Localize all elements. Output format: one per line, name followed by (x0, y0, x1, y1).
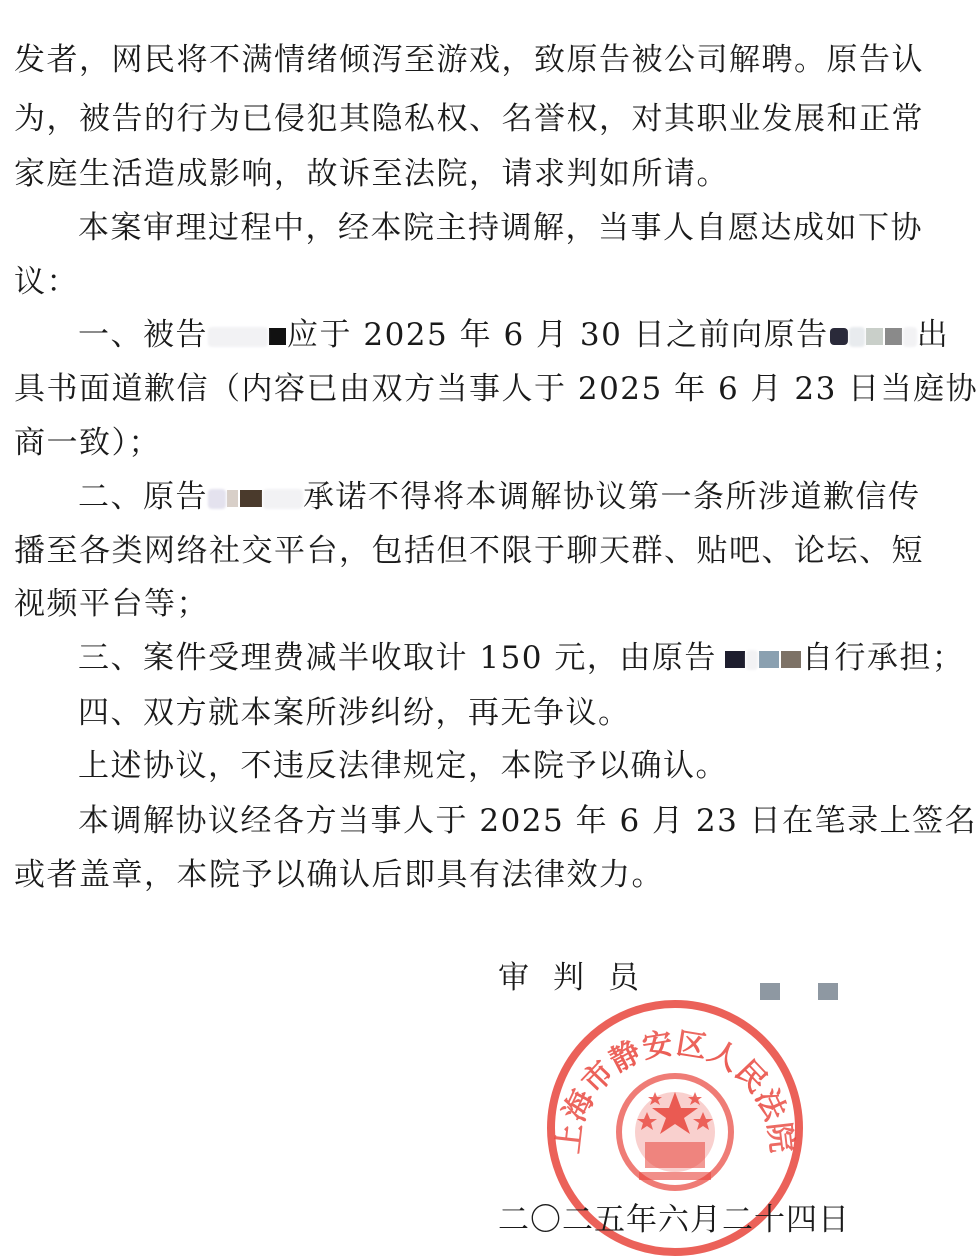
redacted-name (759, 651, 779, 668)
document-date: 二〇二五年六月二十四日 (498, 1202, 850, 1238)
agreement-item-3 (78, 638, 964, 678)
item-text: 一、被告 (78, 317, 208, 353)
effect-line-1: 本调解协议经各方当事人于 2025 年 6 月 23 日在笔录上签名 (78, 803, 978, 839)
agreement-item-2 (78, 477, 921, 517)
paragraph-line: 为，被告的行为已侵犯其隐私权、名誉权，对其职业发展和正常 (14, 101, 924, 137)
redacted-name (208, 489, 226, 509)
paragraph-line: 本案审理过程中，经本院主持调解，当事人自愿达成如下协 (78, 210, 923, 246)
redacted-name (746, 650, 758, 670)
item-text: 自行承担； (801, 640, 965, 676)
redacted-name (269, 328, 286, 345)
seal-text: 上海市静安区人民法院 (551, 1026, 799, 1156)
effect-line-2: 或者盖章，本院予以确认后即具有法律效力。 (14, 857, 664, 893)
item-text: 二、原告 (78, 479, 208, 515)
confirmation-text: 上述协议，不违反法律规定，本院予以确认。 (78, 748, 728, 784)
agreement-item-1-line3: 商一致）； (14, 425, 161, 461)
redacted-name (849, 327, 865, 347)
paragraph-line: 发者，网民将不满情绪倾泻至游戏，致原告被公司解聘。原告认 (14, 42, 924, 78)
redacted-name (830, 328, 848, 345)
redacted-name (885, 328, 902, 345)
redacted-name (725, 651, 745, 668)
judge-label: 审判员 (498, 960, 663, 996)
agreement-item-4: 四、双方就本案所涉纠纷，再无争议。 (78, 695, 631, 731)
agreement-item-2-line2: 播至各类网络社交平台，包括但不限于聊天群、贴吧、论坛、短 (14, 533, 924, 569)
redacted-name (227, 490, 238, 507)
redacted-judge-name (760, 983, 780, 1000)
paragraph-line: 议： (14, 264, 79, 300)
agreement-item-2-line3: 视频平台等； (14, 586, 209, 622)
redacted-name (208, 327, 268, 347)
paragraph-line: 家庭生活造成影响，故诉至法院，请求判如所请。 (14, 156, 729, 192)
agreement-item-1 (78, 315, 949, 355)
redacted-name (263, 489, 303, 509)
redacted-judge-name (818, 983, 838, 1000)
redacted-name (903, 327, 917, 347)
item-text: 承诺不得将本调解协议第一条所涉道歉信传 (303, 479, 921, 515)
redacted-name (866, 328, 883, 345)
item-text: 应于 2025 年 6 月 30 日之前向原告 (287, 317, 829, 353)
item-text: 出 (916, 317, 950, 353)
redacted-name (781, 651, 801, 668)
national-emblem-icon (619, 1076, 731, 1188)
redacted-name (240, 490, 262, 507)
item-text: 三、案件受理费减半收取计 150 元，由原告 (78, 640, 717, 676)
agreement-item-1-line2: 具书面道歉信（内容已由双方当事人于 2025 年 6 月 23 日当庭协 (14, 371, 978, 407)
